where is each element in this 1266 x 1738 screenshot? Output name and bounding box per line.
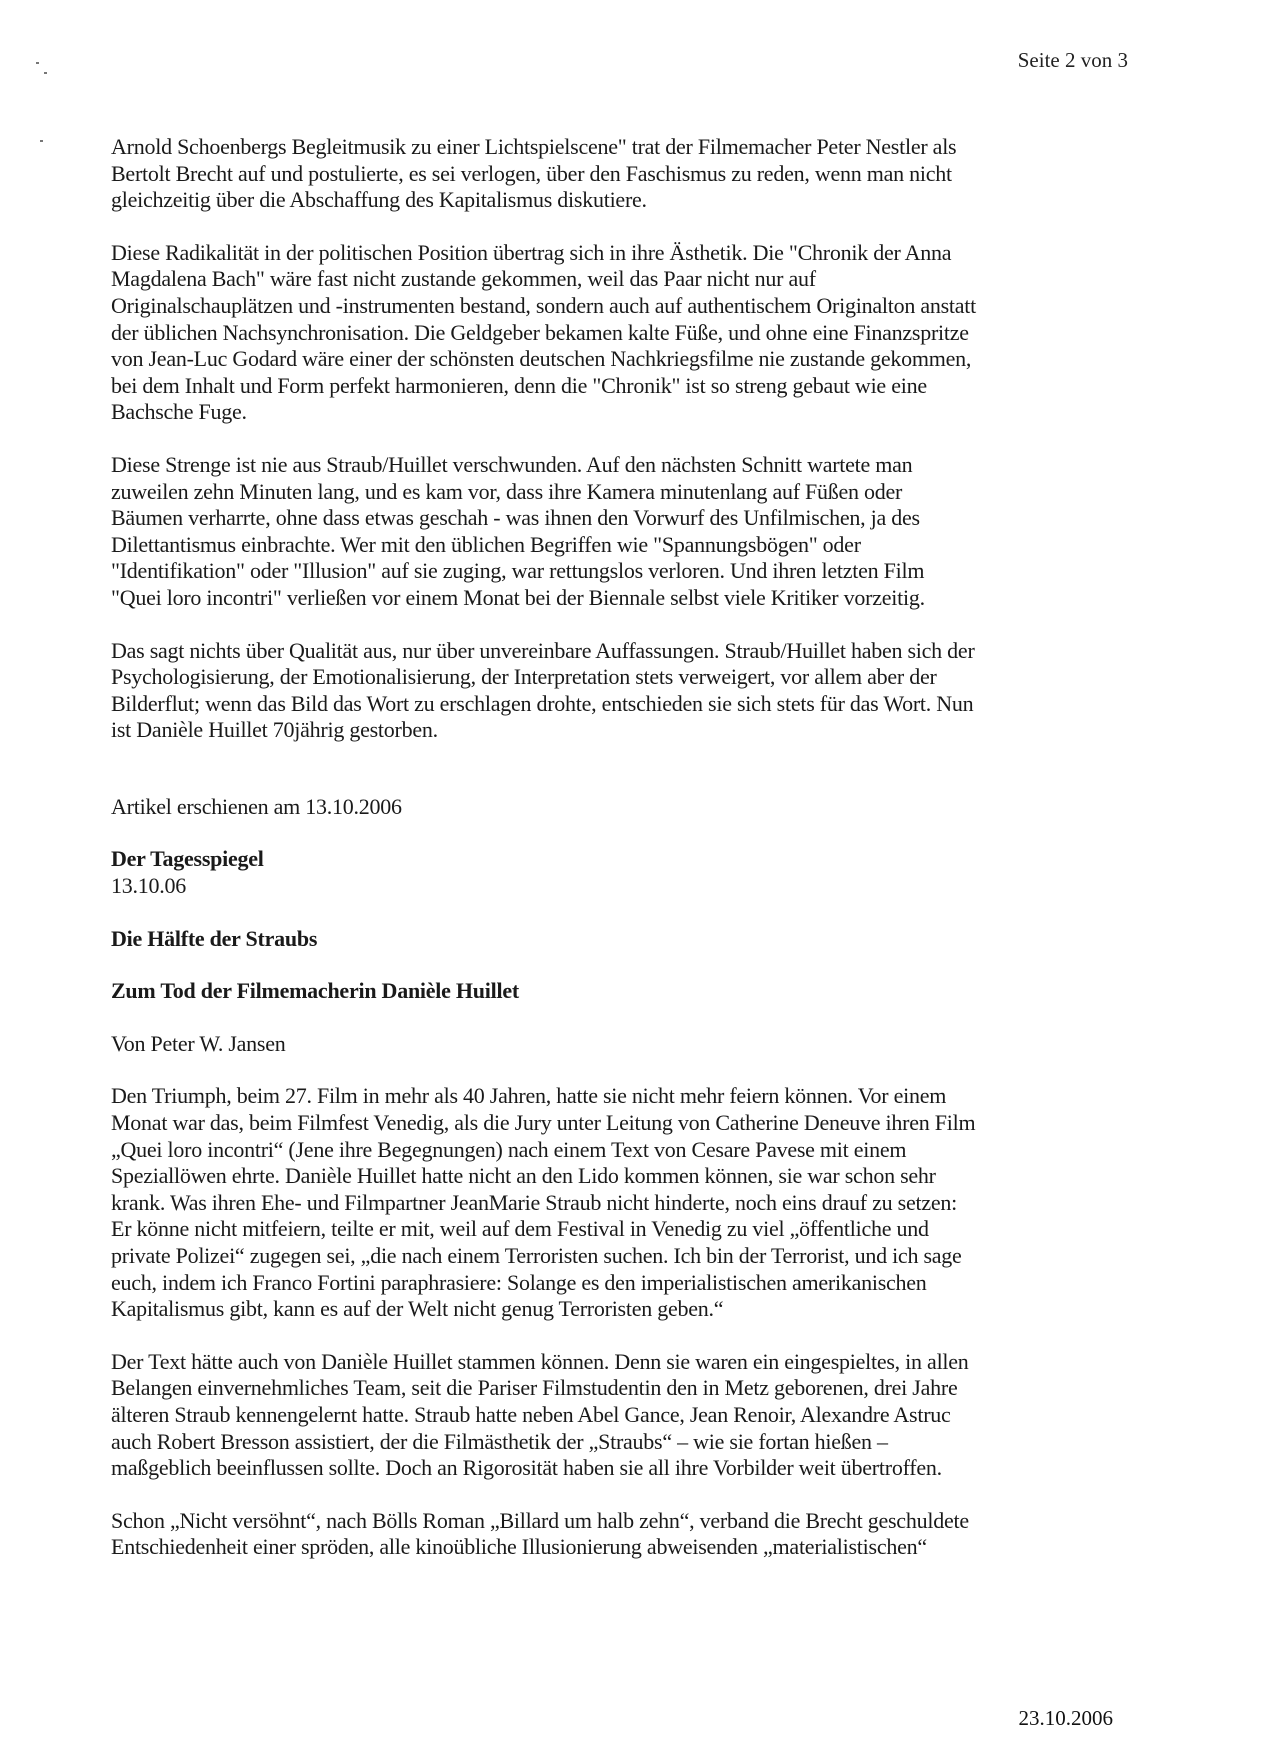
text-line: Monat war das, beim Filmfest Venedig, als die Jury unter Leitung von Catherine Deneuve ihren Film [111, 1110, 976, 1136]
text-line: Kapitalismus gibt, kann es auf der Welt nicht genug Terroristen geben.“ [111, 1296, 724, 1322]
text-line: „Quei loro incontri“ (Jene ihre Begegnungen) nach einem Text von Cesare Pavese mit einem [111, 1136, 907, 1162]
text-line: Dilettantismus einbrachte. Wer mit den üblichen Begriffen wie "Spannungsbögen" oder [111, 531, 861, 557]
paragraph [111, 1083, 1141, 1322]
text-line: zuweilen zehn Minuten lang, und es kam vor, dass ihre Kamera minutenlang auf Füßen oder [111, 478, 903, 504]
text-line: euch, indem ich Franco Fortini paraphrasiere: Solange es den imperialistischen amerikanischen [111, 1269, 927, 1295]
text-line: Entschiedenheit einer spröden, alle kinoübliche Illusionierung abweisenden „materialistischen“ [111, 1534, 927, 1560]
paragraph [111, 240, 1141, 426]
article-date: 13.10.06 [111, 873, 186, 899]
article-subheadline [111, 978, 1141, 1005]
text-line: Er könne nicht mitfeiern, teilte er mit, weil auf dem Festival in Venedig zu viel „öffentliche und [111, 1216, 929, 1242]
article-continuation [111, 134, 1141, 820]
text-line: von Jean-Luc Godard wäre einer der schönsten deutschen Nachkriegsfilme nie zustande gekommen, [111, 346, 972, 372]
text-line: bei dem Inhalt und Form perfekt harmonieren, denn die "Chronik" ist so streng gebaut wie eine [111, 372, 927, 398]
text-line: Speziallöwen ehrte. Danièle Huillet hatte nicht an den Lido kommen können, sie war schon sehr [111, 1163, 936, 1189]
text-line: "Quei loro incontri" verließen vor einem Monat bei der Biennale selbst viele Kritiker vorzeitig. [111, 584, 925, 610]
article-source-block [111, 846, 1141, 899]
text-line: Magdalena Bach" wäre fast nicht zustande gekommen, weil das Paar nicht nur auf [111, 266, 816, 292]
article-tagesspiegel [111, 846, 1141, 1560]
article-byline [111, 1031, 1141, 1058]
scan-speck [44, 72, 47, 74]
text-line: maßgeblich beeinflussen sollte. Doch an Rigorosität haben sie all ihre Vorbilder weit übertroffen. [111, 1455, 942, 1481]
subheadline-text: Zum Tod der Filmemacherin Danièle Huillet [111, 978, 519, 1004]
scan-speck [36, 62, 39, 64]
article-source: Der Tagesspiegel [111, 846, 264, 872]
text-line: auch Robert Bresson assistiert, der die Filmästhetik der „Straubs“ – wie sie fortan hießen – [111, 1428, 888, 1454]
published-note [111, 794, 1141, 821]
text-line: Bachsche Fuge. [111, 399, 247, 425]
text-line: krank. Was ihren Ehe- und Filmpartner JeanMarie Straub nicht hinderte, noch eins drauf zu setzen: [111, 1189, 957, 1215]
paragraph [111, 1508, 1141, 1561]
text-line: Der Text hätte auch von Danièle Huillet stammen können. Denn sie waren ein eingespieltes, in allen [111, 1348, 969, 1374]
page-number-header: Seite 2 von 3 [1017, 48, 1128, 72]
byline-text: Von Peter W. Jansen [111, 1030, 286, 1056]
published-note-text: Artikel erschienen am 13.10.2006 [111, 793, 402, 819]
text-line: "Identifikation" oder "Illusion" auf sie zuging, war rettungslos verloren. Und ihren letzten Film [111, 558, 925, 584]
text-line: Bilderflut; wenn das Bild das Wort zu erschlagen drohte, entschieden sie sich stets für das Wort. Nun [111, 690, 974, 716]
text-line: Diese Radikalität in der politischen Position übertrag sich in ihre Ästhetik. Die "Chronik der Anna [111, 239, 952, 265]
paragraph [111, 134, 1141, 214]
paragraph [111, 638, 1141, 744]
article-headline [111, 926, 1141, 953]
text-line: Das sagt nichts über Qualität aus, nur über unvereinbare Auffassungen. Straub/Huillet haben sich der [111, 637, 975, 663]
text-line: Originalschauplätzen und -instrumenten bestand, sondern auch auf authentischem Originalton anstatt [111, 292, 977, 318]
text-line: Arnold Schoenbergs Begleitmusik zu einer Lichtspielscene" trat der Filmemacher Peter Nestler als [111, 134, 957, 159]
text-line: Bäumen verharrte, ohne dass etwas geschah - was ihnen den Vorwurf des Unfilmischen, ja des [111, 505, 920, 531]
text-line: Belangen einvernehmliches Team, seit die Pariser Filmstudentin den in Metz geborenen, drei Jahre [111, 1375, 958, 1401]
document-body [111, 134, 1141, 1561]
footer-date: 23.10.2006 [1018, 1706, 1113, 1730]
paragraph [111, 452, 1141, 612]
text-line: älteren Straub kennengelernt hatte. Straub hatte neben Abel Gance, Jean Renoir, Alexandre Astruc [111, 1401, 951, 1427]
text-line: der üblichen Nachsynchronisation. Die Geldgeber bekamen kalte Füße, und ohne eine Finanzspritze [111, 319, 969, 345]
text-line: Den Triumph, beim 27. Film in mehr als 40 Jahren, hatte sie nicht mehr feiern können. Vor einem [111, 1083, 947, 1109]
text-line: Schon „Nicht versöhnt“, nach Bölls Roman „Billard um halb zehn“, verband die Brecht geschuldete [111, 1507, 969, 1533]
paragraph [111, 1349, 1141, 1482]
text-line: gleichzeitig über die Abschaffung des Kapitalismus diskutiere. [111, 187, 647, 213]
scan-speck [40, 140, 43, 142]
text-line: Diese Strenge ist nie aus Straub/Huillet verschwunden. Auf den nächsten Schnitt wartete man [111, 451, 913, 477]
text-line: ist Danièle Huillet 70jährig gestorben. [111, 717, 438, 743]
text-line: Psychologisierung, der Emotionalisierung, der Interpretation stets verweigert, vor allem aber der [111, 664, 937, 690]
text-line: private Polizei“ zugegen sei, „die nach einem Terroristen suchen. Ich bin der Terrorist, und ich sage [111, 1243, 962, 1268]
headline-text: Die Hälfte der Straubs [111, 925, 318, 951]
text-line: Bertolt Brecht auf und postulierte, es sei verlogen, über den Faschismus zu reden, wenn man nicht [111, 160, 952, 186]
